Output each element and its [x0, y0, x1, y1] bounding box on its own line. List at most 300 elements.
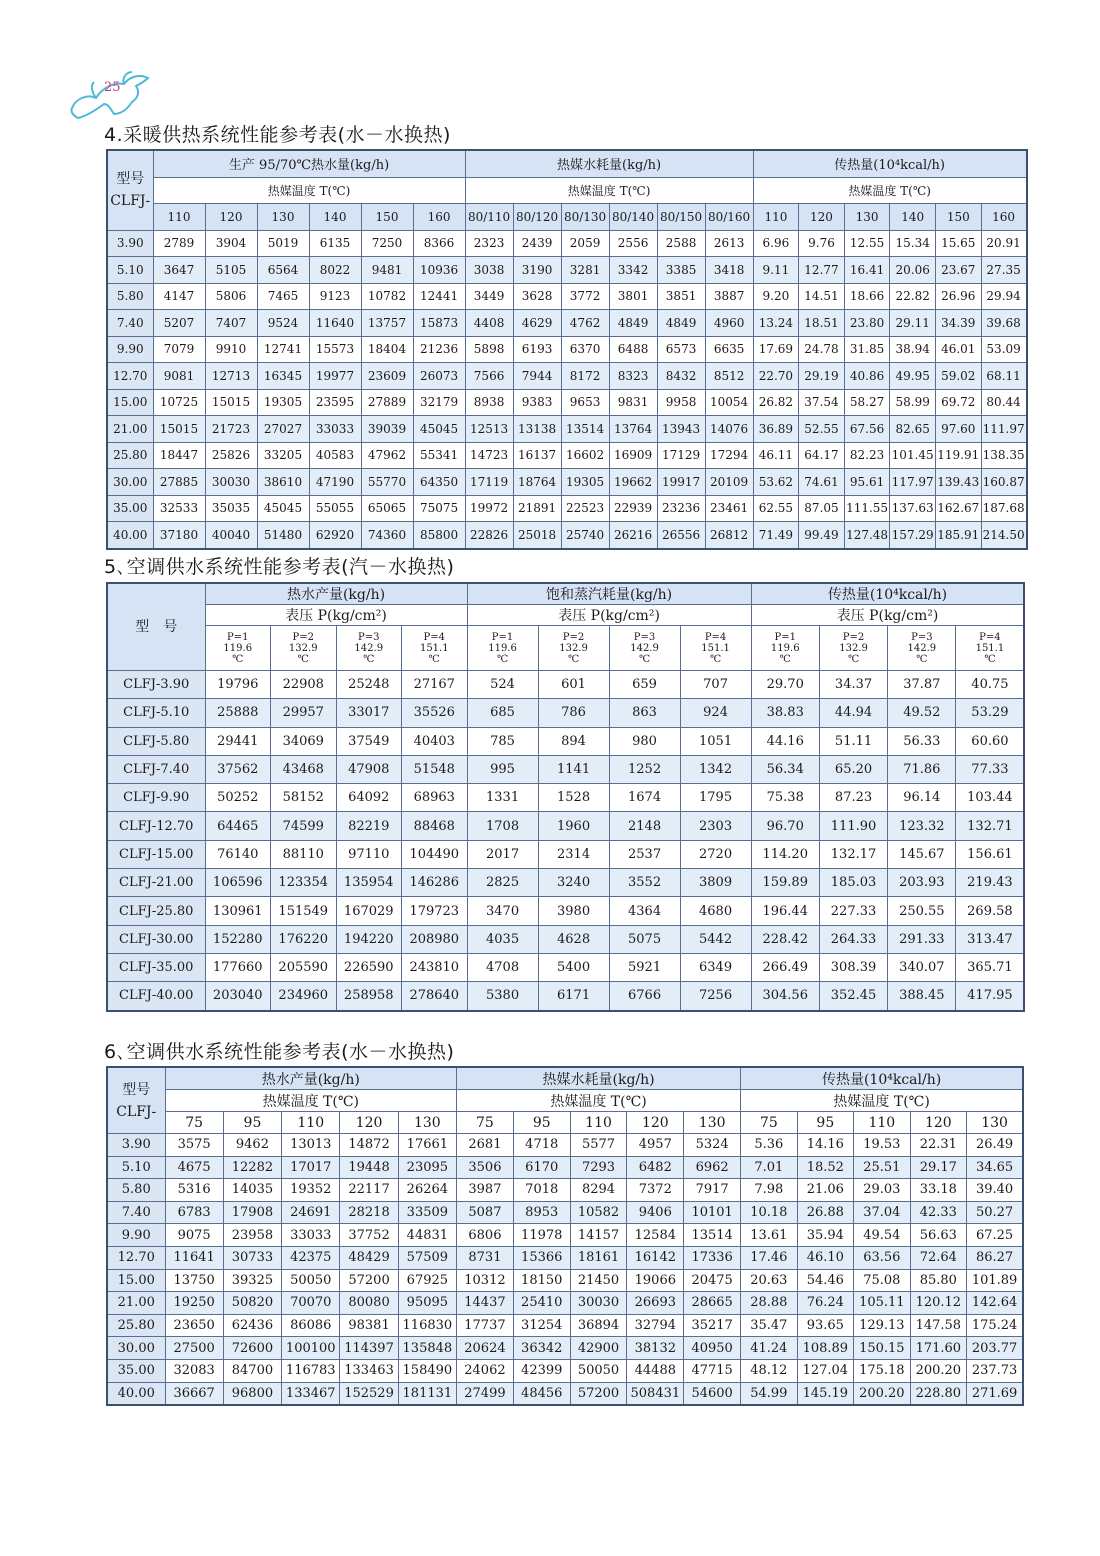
table-row	[107, 283, 1027, 310]
value-cell: 14076	[705, 416, 753, 443]
model-cell: 40.00	[107, 522, 153, 549]
value-cell: 19.53	[854, 1134, 911, 1157]
group-header: 传热量(10⁴kcal/h)	[753, 150, 1027, 177]
value-cell: 200.20	[854, 1382, 911, 1405]
table-row	[107, 840, 1024, 868]
value-cell: 237.73	[967, 1359, 1024, 1382]
value-cell: 5898	[465, 336, 513, 363]
table-row	[107, 1246, 1023, 1269]
value-cell: 28218	[340, 1201, 398, 1224]
value-cell: 44.94	[819, 699, 887, 727]
column-header: P=1 119.6 ℃	[205, 626, 271, 671]
value-cell: 4364	[609, 897, 680, 925]
value-cell: 18161	[570, 1246, 627, 1269]
value-cell: 67925	[398, 1269, 456, 1292]
value-cell: 130961	[205, 897, 271, 925]
model-cell: 25.80	[107, 1314, 165, 1337]
table-row	[107, 925, 1024, 953]
value-cell: 5019	[257, 230, 309, 257]
value-cell: 13757	[361, 310, 413, 337]
value-cell: 214.50	[981, 522, 1027, 549]
value-cell: 50820	[223, 1292, 281, 1315]
model-cell: 15.00	[107, 1269, 165, 1292]
value-cell: 3851	[657, 283, 705, 310]
column-header: P=4 151.1 ℃	[402, 626, 468, 671]
value-cell: 10782	[361, 283, 413, 310]
value-cell: 9831	[609, 389, 657, 416]
value-cell: 352.45	[819, 982, 887, 1011]
value-cell: 3904	[205, 230, 257, 257]
model-cell: 35.00	[107, 495, 153, 522]
value-cell: 5207	[153, 310, 205, 337]
value-cell: 36.89	[753, 416, 799, 443]
value-cell: 68.11	[981, 363, 1027, 390]
value-cell: 47908	[336, 755, 402, 783]
value-cell: 19977	[309, 363, 361, 390]
value-cell: 17119	[465, 469, 513, 496]
column-header: P=2 132.9 ℃	[271, 626, 337, 671]
value-cell: 21236	[413, 336, 465, 363]
value-cell: 49.54	[854, 1224, 911, 1247]
value-cell: 57200	[570, 1382, 627, 1405]
value-cell: 14872	[340, 1134, 398, 1157]
table-row	[107, 982, 1024, 1011]
value-cell: 29.94	[981, 283, 1027, 310]
section-5-title: 5､空调供水系统性能参考表(汽－水换热)	[104, 556, 455, 578]
value-cell: 29.11	[890, 310, 936, 337]
column-header: 120	[340, 1112, 398, 1134]
value-cell: 7566	[465, 363, 513, 390]
value-cell: 23595	[309, 389, 361, 416]
value-cell: 5316	[165, 1179, 223, 1202]
value-cell: 19066	[627, 1269, 684, 1292]
value-cell: 30030	[205, 469, 257, 496]
value-cell: 176220	[271, 925, 337, 953]
value-cell: 2720	[680, 840, 751, 868]
value-cell: 9406	[627, 1201, 684, 1224]
value-cell: 388.45	[888, 982, 956, 1011]
table-row	[107, 416, 1027, 443]
value-cell: 156.61	[956, 840, 1024, 868]
model-cell: 7.40	[107, 310, 153, 337]
value-cell: 71.49	[753, 522, 799, 549]
value-cell: 9958	[657, 389, 705, 416]
value-cell: 40403	[402, 727, 468, 755]
value-cell: 20475	[684, 1269, 741, 1292]
table-row	[107, 363, 1027, 390]
value-cell: 88110	[271, 840, 337, 868]
table-row	[107, 310, 1027, 337]
table-row	[107, 1382, 1023, 1405]
value-cell: 14723	[465, 442, 513, 469]
value-cell: 6488	[609, 336, 657, 363]
value-cell: 15.65	[935, 230, 981, 257]
value-cell: 54600	[684, 1382, 741, 1405]
value-cell: 37562	[205, 755, 271, 783]
value-cell: 21723	[205, 416, 257, 443]
value-cell: 36667	[165, 1382, 223, 1405]
value-cell: 14035	[223, 1179, 281, 1202]
value-cell: 34.65	[967, 1156, 1024, 1179]
value-cell: 133463	[340, 1359, 398, 1382]
value-cell: 21891	[513, 495, 561, 522]
value-cell: 18150	[513, 1269, 570, 1292]
column-header: P=4 151.1 ℃	[956, 626, 1024, 671]
value-cell: 116830	[398, 1314, 456, 1337]
value-cell: 685	[467, 699, 538, 727]
value-cell: 119.91	[935, 442, 981, 469]
value-cell: 17737	[457, 1314, 514, 1337]
value-cell: 160.87	[981, 469, 1027, 496]
value-cell: 208980	[402, 925, 468, 953]
value-cell: 17017	[282, 1156, 340, 1179]
column-header: 130	[398, 1112, 456, 1134]
value-cell: 234960	[271, 982, 337, 1011]
value-cell: 7.98	[741, 1179, 798, 1202]
value-cell: 3038	[465, 257, 513, 284]
table-row	[107, 727, 1024, 755]
value-cell: 27885	[153, 469, 205, 496]
value-cell: 52.55	[799, 416, 845, 443]
value-cell: 35035	[205, 495, 257, 522]
subheader: 热媒温度 T(℃)	[465, 177, 753, 204]
value-cell: 14437	[457, 1292, 514, 1315]
value-cell: 27500	[165, 1337, 223, 1360]
value-cell: 6135	[309, 230, 361, 257]
value-cell: 132.17	[819, 840, 887, 868]
value-cell: 33509	[398, 1201, 456, 1224]
value-cell: 54.99	[741, 1382, 798, 1405]
value-cell: 1342	[680, 755, 751, 783]
value-cell: 26812	[705, 522, 753, 549]
value-cell: 69.72	[935, 389, 981, 416]
subheader: 热媒温度 T(℃)	[753, 177, 1027, 204]
steam-table	[106, 582, 1025, 1012]
value-cell: 56.33	[888, 727, 956, 755]
value-cell: 145.67	[888, 840, 956, 868]
value-cell: 9481	[361, 257, 413, 284]
value-cell: 26264	[398, 1179, 456, 1202]
model-cell: 9.90	[107, 1224, 165, 1247]
value-cell: 18.51	[799, 310, 845, 337]
value-cell: 508431	[627, 1382, 684, 1405]
value-cell: 9910	[205, 336, 257, 363]
value-cell: 19305	[561, 469, 609, 496]
value-cell: 42.33	[910, 1201, 967, 1224]
value-cell: 135848	[398, 1337, 456, 1360]
value-cell: 19448	[340, 1156, 398, 1179]
value-cell: 26216	[609, 522, 657, 549]
value-cell: 707	[680, 671, 751, 699]
value-cell: 100100	[282, 1337, 340, 1360]
value-cell: 70070	[282, 1292, 340, 1315]
value-cell: 53.29	[956, 699, 1024, 727]
value-cell: 35526	[402, 699, 468, 727]
value-cell: 58152	[271, 784, 337, 812]
model-cell: 9.90	[107, 336, 153, 363]
value-cell: 17336	[684, 1246, 741, 1269]
value-cell: 62.55	[753, 495, 799, 522]
model-cell: CLFJ-5.80	[107, 727, 205, 755]
value-cell: 7293	[570, 1156, 627, 1179]
value-cell: 14.16	[797, 1134, 854, 1157]
column-header: P=1 119.6 ℃	[751, 626, 819, 671]
value-cell: 19796	[205, 671, 271, 699]
column-header: 160	[413, 204, 465, 231]
value-cell: 22.70	[753, 363, 799, 390]
value-cell: 87.05	[799, 495, 845, 522]
group-header: 热水产量(kg/h)	[205, 583, 467, 605]
value-cell: 20.91	[981, 230, 1027, 257]
value-cell: 203.93	[888, 869, 956, 897]
column-header: 110	[753, 204, 799, 231]
section-4-title: 4.采暖供热系统性能参考表(水－水换热)	[104, 124, 451, 146]
value-cell: 340.07	[888, 953, 956, 981]
value-cell: 601	[538, 671, 609, 699]
value-cell: 26073	[413, 363, 465, 390]
value-cell: 76.24	[797, 1292, 854, 1315]
model-cell: CLFJ-21.00	[107, 869, 205, 897]
value-cell: 12741	[257, 336, 309, 363]
table-row	[107, 230, 1027, 257]
table-row	[107, 755, 1024, 783]
column-header: 120	[799, 204, 845, 231]
group-header: 传热量(10⁴kcal/h)	[751, 583, 1024, 605]
model-header: 型 号	[107, 583, 205, 671]
value-cell: 75.38	[751, 784, 819, 812]
value-cell: 6783	[165, 1201, 223, 1224]
value-cell: 3628	[513, 283, 561, 310]
value-cell: 37180	[153, 522, 205, 549]
value-cell: 58.27	[844, 389, 890, 416]
value-cell: 10725	[153, 389, 205, 416]
value-cell: 291.33	[888, 925, 956, 953]
column-header: 140	[890, 204, 936, 231]
value-cell: 4035	[467, 925, 538, 953]
model-cell: 5.10	[107, 257, 153, 284]
value-cell: 59.02	[935, 363, 981, 390]
value-cell: 64465	[205, 812, 271, 840]
table-row	[107, 784, 1024, 812]
value-cell: 42399	[513, 1359, 570, 1382]
value-cell: 258958	[336, 982, 402, 1011]
value-cell: 4957	[627, 1134, 684, 1157]
value-cell: 3385	[657, 257, 705, 284]
value-cell: 63.56	[854, 1246, 911, 1269]
column-header: 80/120	[513, 204, 561, 231]
value-cell: 16.41	[844, 257, 890, 284]
table-row	[107, 1156, 1023, 1179]
value-cell: 21.06	[797, 1179, 854, 1202]
value-cell: 159.89	[751, 869, 819, 897]
table-row	[107, 897, 1024, 925]
value-cell: 40040	[205, 522, 257, 549]
value-cell: 17661	[398, 1134, 456, 1157]
group-header: 传热量(10⁴kcal/h)	[741, 1067, 1024, 1090]
value-cell: 365.71	[956, 953, 1024, 981]
value-cell: 6482	[627, 1156, 684, 1179]
column-header: 150	[935, 204, 981, 231]
value-cell: 38.94	[890, 336, 936, 363]
value-cell: 62436	[223, 1314, 281, 1337]
model-cell: 35.00	[107, 1359, 165, 1382]
value-cell: 6.96	[753, 230, 799, 257]
value-cell: 62920	[309, 522, 361, 549]
value-cell: 11640	[309, 310, 361, 337]
value-cell: 4675	[165, 1156, 223, 1179]
value-cell: 5075	[609, 925, 680, 953]
value-cell: 101.45	[890, 442, 936, 469]
value-cell: 29.70	[751, 671, 819, 699]
column-header: P=3 142.9 ℃	[336, 626, 402, 671]
column-header: 120	[910, 1112, 967, 1134]
value-cell: 13514	[684, 1224, 741, 1247]
value-cell: 25826	[205, 442, 257, 469]
value-cell: 15873	[413, 310, 465, 337]
value-cell: 60.60	[956, 727, 1024, 755]
value-cell: 4408	[465, 310, 513, 337]
value-cell: 2059	[561, 230, 609, 257]
value-cell: 106596	[205, 869, 271, 897]
model-cell: CLFJ-5.10	[107, 699, 205, 727]
value-cell: 95.61	[844, 469, 890, 496]
value-cell: 23609	[361, 363, 413, 390]
value-cell: 74.61	[799, 469, 845, 496]
value-cell: 16142	[627, 1246, 684, 1269]
value-cell: 23.67	[935, 257, 981, 284]
value-cell: 49.95	[890, 363, 936, 390]
model-cell: CLFJ-9.90	[107, 784, 205, 812]
value-cell: 5105	[205, 257, 257, 284]
column-header: P=3 142.9 ℃	[888, 626, 956, 671]
value-cell: 34.39	[935, 310, 981, 337]
value-cell: 95095	[398, 1292, 456, 1315]
column-header: 160	[981, 204, 1027, 231]
value-cell: 45045	[257, 495, 309, 522]
value-cell: 13013	[282, 1134, 340, 1157]
value-cell: 6193	[513, 336, 561, 363]
value-cell: 3575	[165, 1134, 223, 1157]
value-cell: 133467	[282, 1382, 340, 1405]
value-cell: 15.34	[890, 230, 936, 257]
value-cell: 38610	[257, 469, 309, 496]
value-cell: 4628	[538, 925, 609, 953]
table-row	[107, 1224, 1023, 1247]
value-cell: 58.99	[890, 389, 936, 416]
value-cell: 6564	[257, 257, 309, 284]
value-cell: 5087	[457, 1201, 514, 1224]
section-6-title: 6､空调供水系统性能参考表(水－水换热)	[104, 1041, 455, 1063]
value-cell: 2825	[467, 869, 538, 897]
value-cell: 162.67	[935, 495, 981, 522]
value-cell: 116783	[282, 1359, 340, 1382]
model-cell: 30.00	[107, 1337, 165, 1360]
value-cell: 25888	[205, 699, 271, 727]
value-cell: 132.71	[956, 812, 1024, 840]
value-cell: 99.49	[799, 522, 845, 549]
table-row	[107, 869, 1024, 897]
value-cell: 7917	[684, 1179, 741, 1202]
value-cell: 227.33	[819, 897, 887, 925]
value-cell: 8953	[513, 1201, 570, 1224]
column-header: 130	[967, 1112, 1024, 1134]
value-cell: 51548	[402, 755, 468, 783]
value-cell: 7018	[513, 1179, 570, 1202]
value-cell: 203040	[205, 982, 271, 1011]
value-cell: 103.44	[956, 784, 1024, 812]
value-cell: 13.61	[741, 1224, 798, 1247]
value-cell: 117.97	[890, 469, 936, 496]
value-cell: 4960	[705, 310, 753, 337]
value-cell: 20109	[705, 469, 753, 496]
value-cell: 13.24	[753, 310, 799, 337]
value-cell: 4708	[467, 953, 538, 981]
value-cell: 53.62	[753, 469, 799, 496]
value-cell: 84700	[223, 1359, 281, 1382]
value-cell: 3772	[561, 283, 609, 310]
column-header: 130	[257, 204, 309, 231]
value-cell: 111.97	[981, 416, 1027, 443]
column-header: 110	[153, 204, 205, 231]
subheader: 表压 P(kg/cm²)	[467, 605, 751, 626]
value-cell: 894	[538, 727, 609, 755]
value-cell: 55770	[361, 469, 413, 496]
value-cell: 179723	[402, 897, 468, 925]
value-cell: 23095	[398, 1156, 456, 1179]
column-header: 75	[165, 1112, 223, 1134]
value-cell: 6635	[705, 336, 753, 363]
group-header: 热水产量(kg/h)	[165, 1067, 457, 1090]
value-cell: 105.11	[854, 1292, 911, 1315]
value-cell: 34069	[271, 727, 337, 755]
value-cell: 82.23	[844, 442, 890, 469]
model-cell: CLFJ-3.90	[107, 671, 205, 699]
value-cell: 71.86	[888, 755, 956, 783]
value-cell: 8323	[609, 363, 657, 390]
value-cell: 127.48	[844, 522, 890, 549]
value-cell: 924	[680, 699, 751, 727]
value-cell: 16602	[561, 442, 609, 469]
value-cell: 194220	[336, 925, 402, 953]
value-cell: 167029	[336, 897, 402, 925]
value-cell: 3240	[538, 869, 609, 897]
column-header: 130	[844, 204, 890, 231]
value-cell: 29441	[205, 727, 271, 755]
value-cell: 4629	[513, 310, 561, 337]
column-header: 130	[684, 1112, 741, 1134]
value-cell: 278640	[402, 982, 468, 1011]
value-cell: 42375	[282, 1246, 340, 1269]
value-cell: 29.17	[910, 1156, 967, 1179]
value-cell: 7465	[257, 283, 309, 310]
value-cell: 3418	[705, 257, 753, 284]
model-cell: 12.70	[107, 1246, 165, 1269]
table-row	[107, 699, 1024, 727]
value-cell: 22.31	[910, 1134, 967, 1157]
value-cell: 18.66	[844, 283, 890, 310]
value-cell: 36894	[570, 1314, 627, 1337]
value-cell: 26.49	[967, 1134, 1024, 1157]
value-cell: 15366	[513, 1246, 570, 1269]
model-cell: 12.70	[107, 363, 153, 390]
value-cell: 18764	[513, 469, 561, 496]
value-cell: 26.82	[753, 389, 799, 416]
value-cell: 152529	[340, 1382, 398, 1405]
value-cell: 28.88	[741, 1292, 798, 1315]
value-cell: 64350	[413, 469, 465, 496]
column-header: P=1 119.6 ℃	[467, 626, 538, 671]
value-cell: 108.89	[797, 1337, 854, 1360]
